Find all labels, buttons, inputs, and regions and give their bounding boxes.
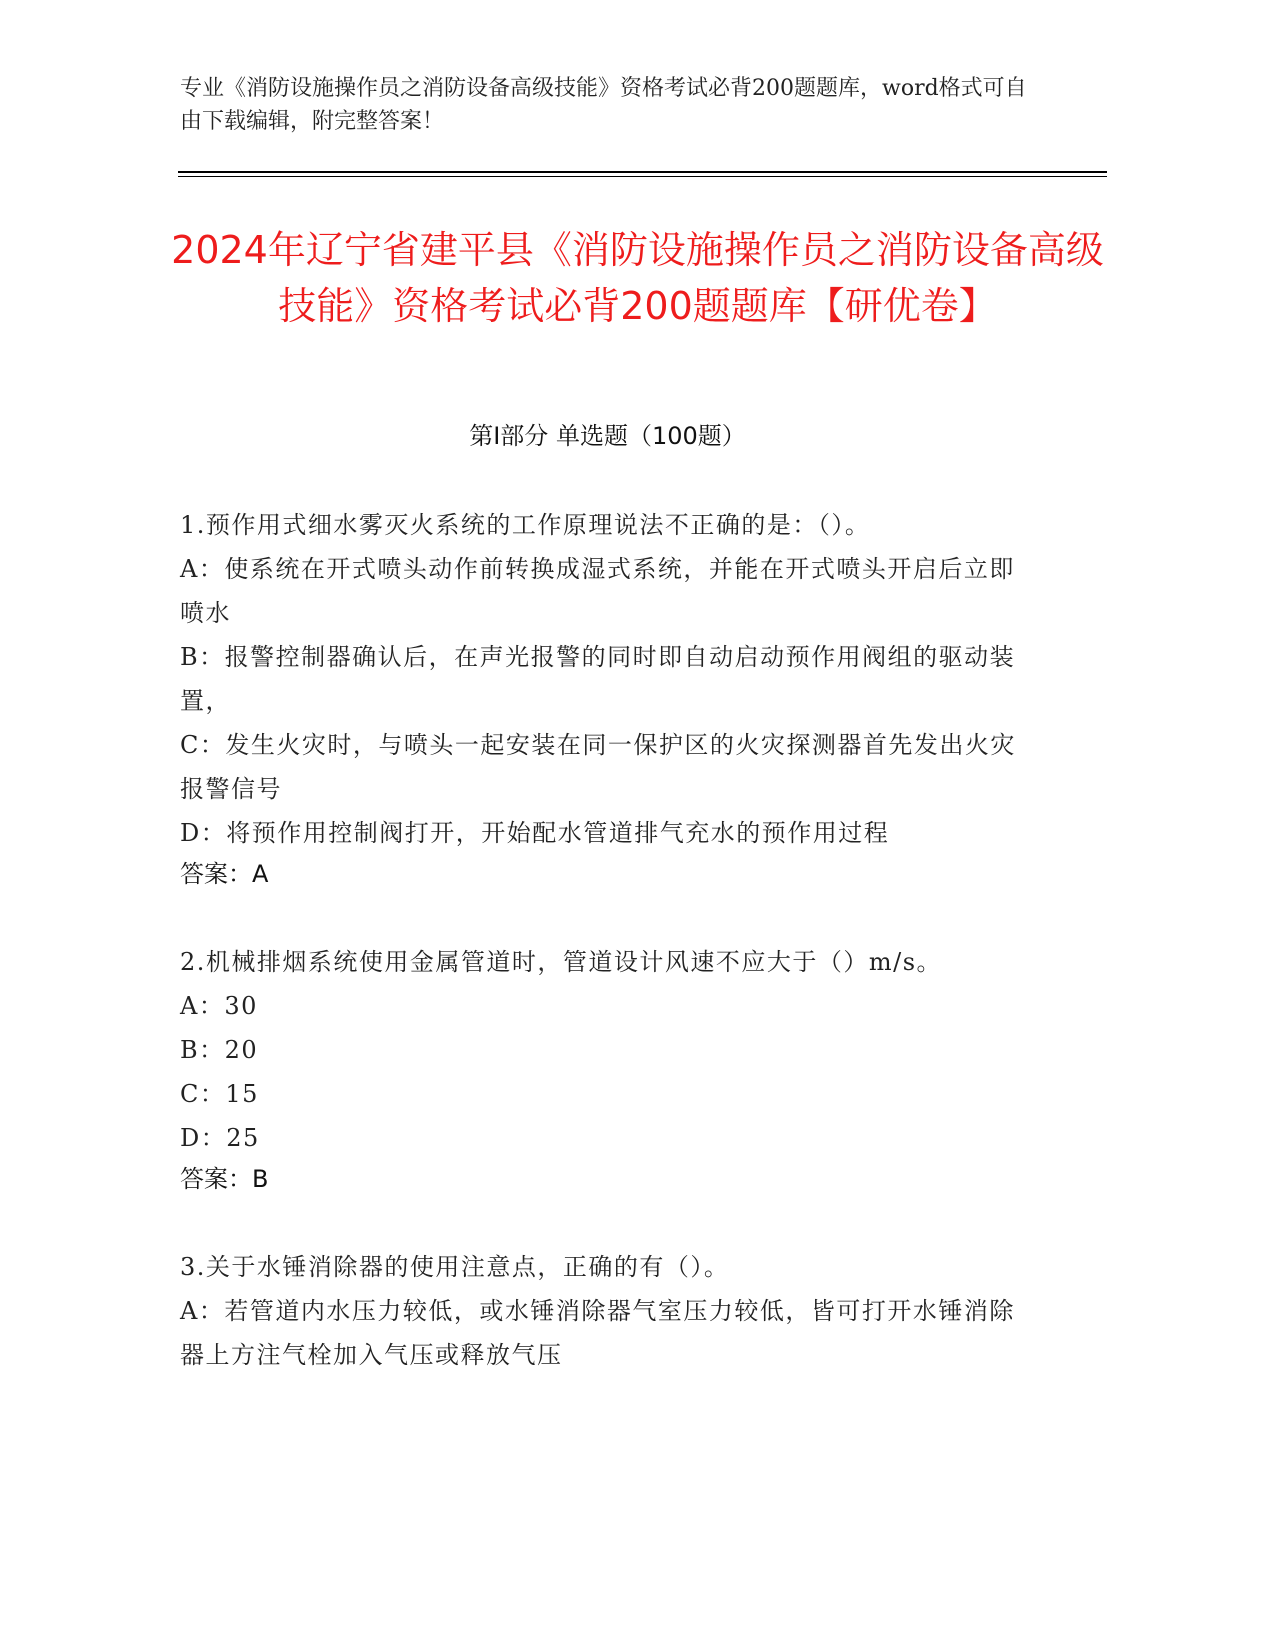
option-a: A：若管道内水压力较低，或水锤消除器气室压力较低，皆可打开水锤消除器上方注气栓加入气压或释放气压	[180, 1297, 1015, 1369]
option-d: D：将预作用控制阀打开，开始配水管道排气充水的预作用过程	[180, 819, 890, 847]
answer-1: 答案：A	[180, 860, 269, 888]
header-rule-thin	[178, 176, 1107, 177]
header-note: 专业《消防设施操作员之消防设备高级技能》资格考试必背200题题库，word格式可自由下载编辑，附完整答案！	[180, 76, 1027, 134]
option-b: B：20	[180, 1036, 259, 1064]
question-stem: 2.机械排烟系统使用金属管道时，管道设计风速不应大于（）m/s。	[180, 948, 943, 976]
option-a: A：30	[180, 992, 258, 1020]
option-c: C：15	[180, 1080, 259, 1108]
question-stem: 3.关于水锤消除器的使用注意点，正确的有（）。	[180, 1253, 730, 1281]
option-b: B：报警控制器确认后，在声光报警的同时即自动启动预作用阀组的驱动装置，	[180, 643, 1016, 715]
question-2	[180, 940, 1035, 1160]
option-c: C：发生火灾时，与喷头一起安装在同一保护区的火灾探测器首先发出火灾报警信号	[180, 731, 1016, 803]
header-rule-thick	[178, 171, 1107, 173]
option-a: A：使系统在开式喷头动作前转换成湿式系统，并能在开式喷头开启后立即喷水	[180, 555, 1015, 627]
document-title: 2024年辽宁省建平县《消防设施操作员之消防设备高级技能》资格考试必背200题题库【研优卷】	[171, 228, 1104, 328]
answer-2: 答案：B	[180, 1165, 269, 1193]
section-title: 第I部分 单选题（100题）	[469, 422, 746, 450]
question-stem: 1.预作用式细水雾灭火系统的工作原理说法不正确的是：（）。	[180, 511, 871, 539]
question-1	[180, 503, 1035, 855]
option-d: D：25	[180, 1124, 260, 1152]
question-3	[180, 1245, 1035, 1377]
